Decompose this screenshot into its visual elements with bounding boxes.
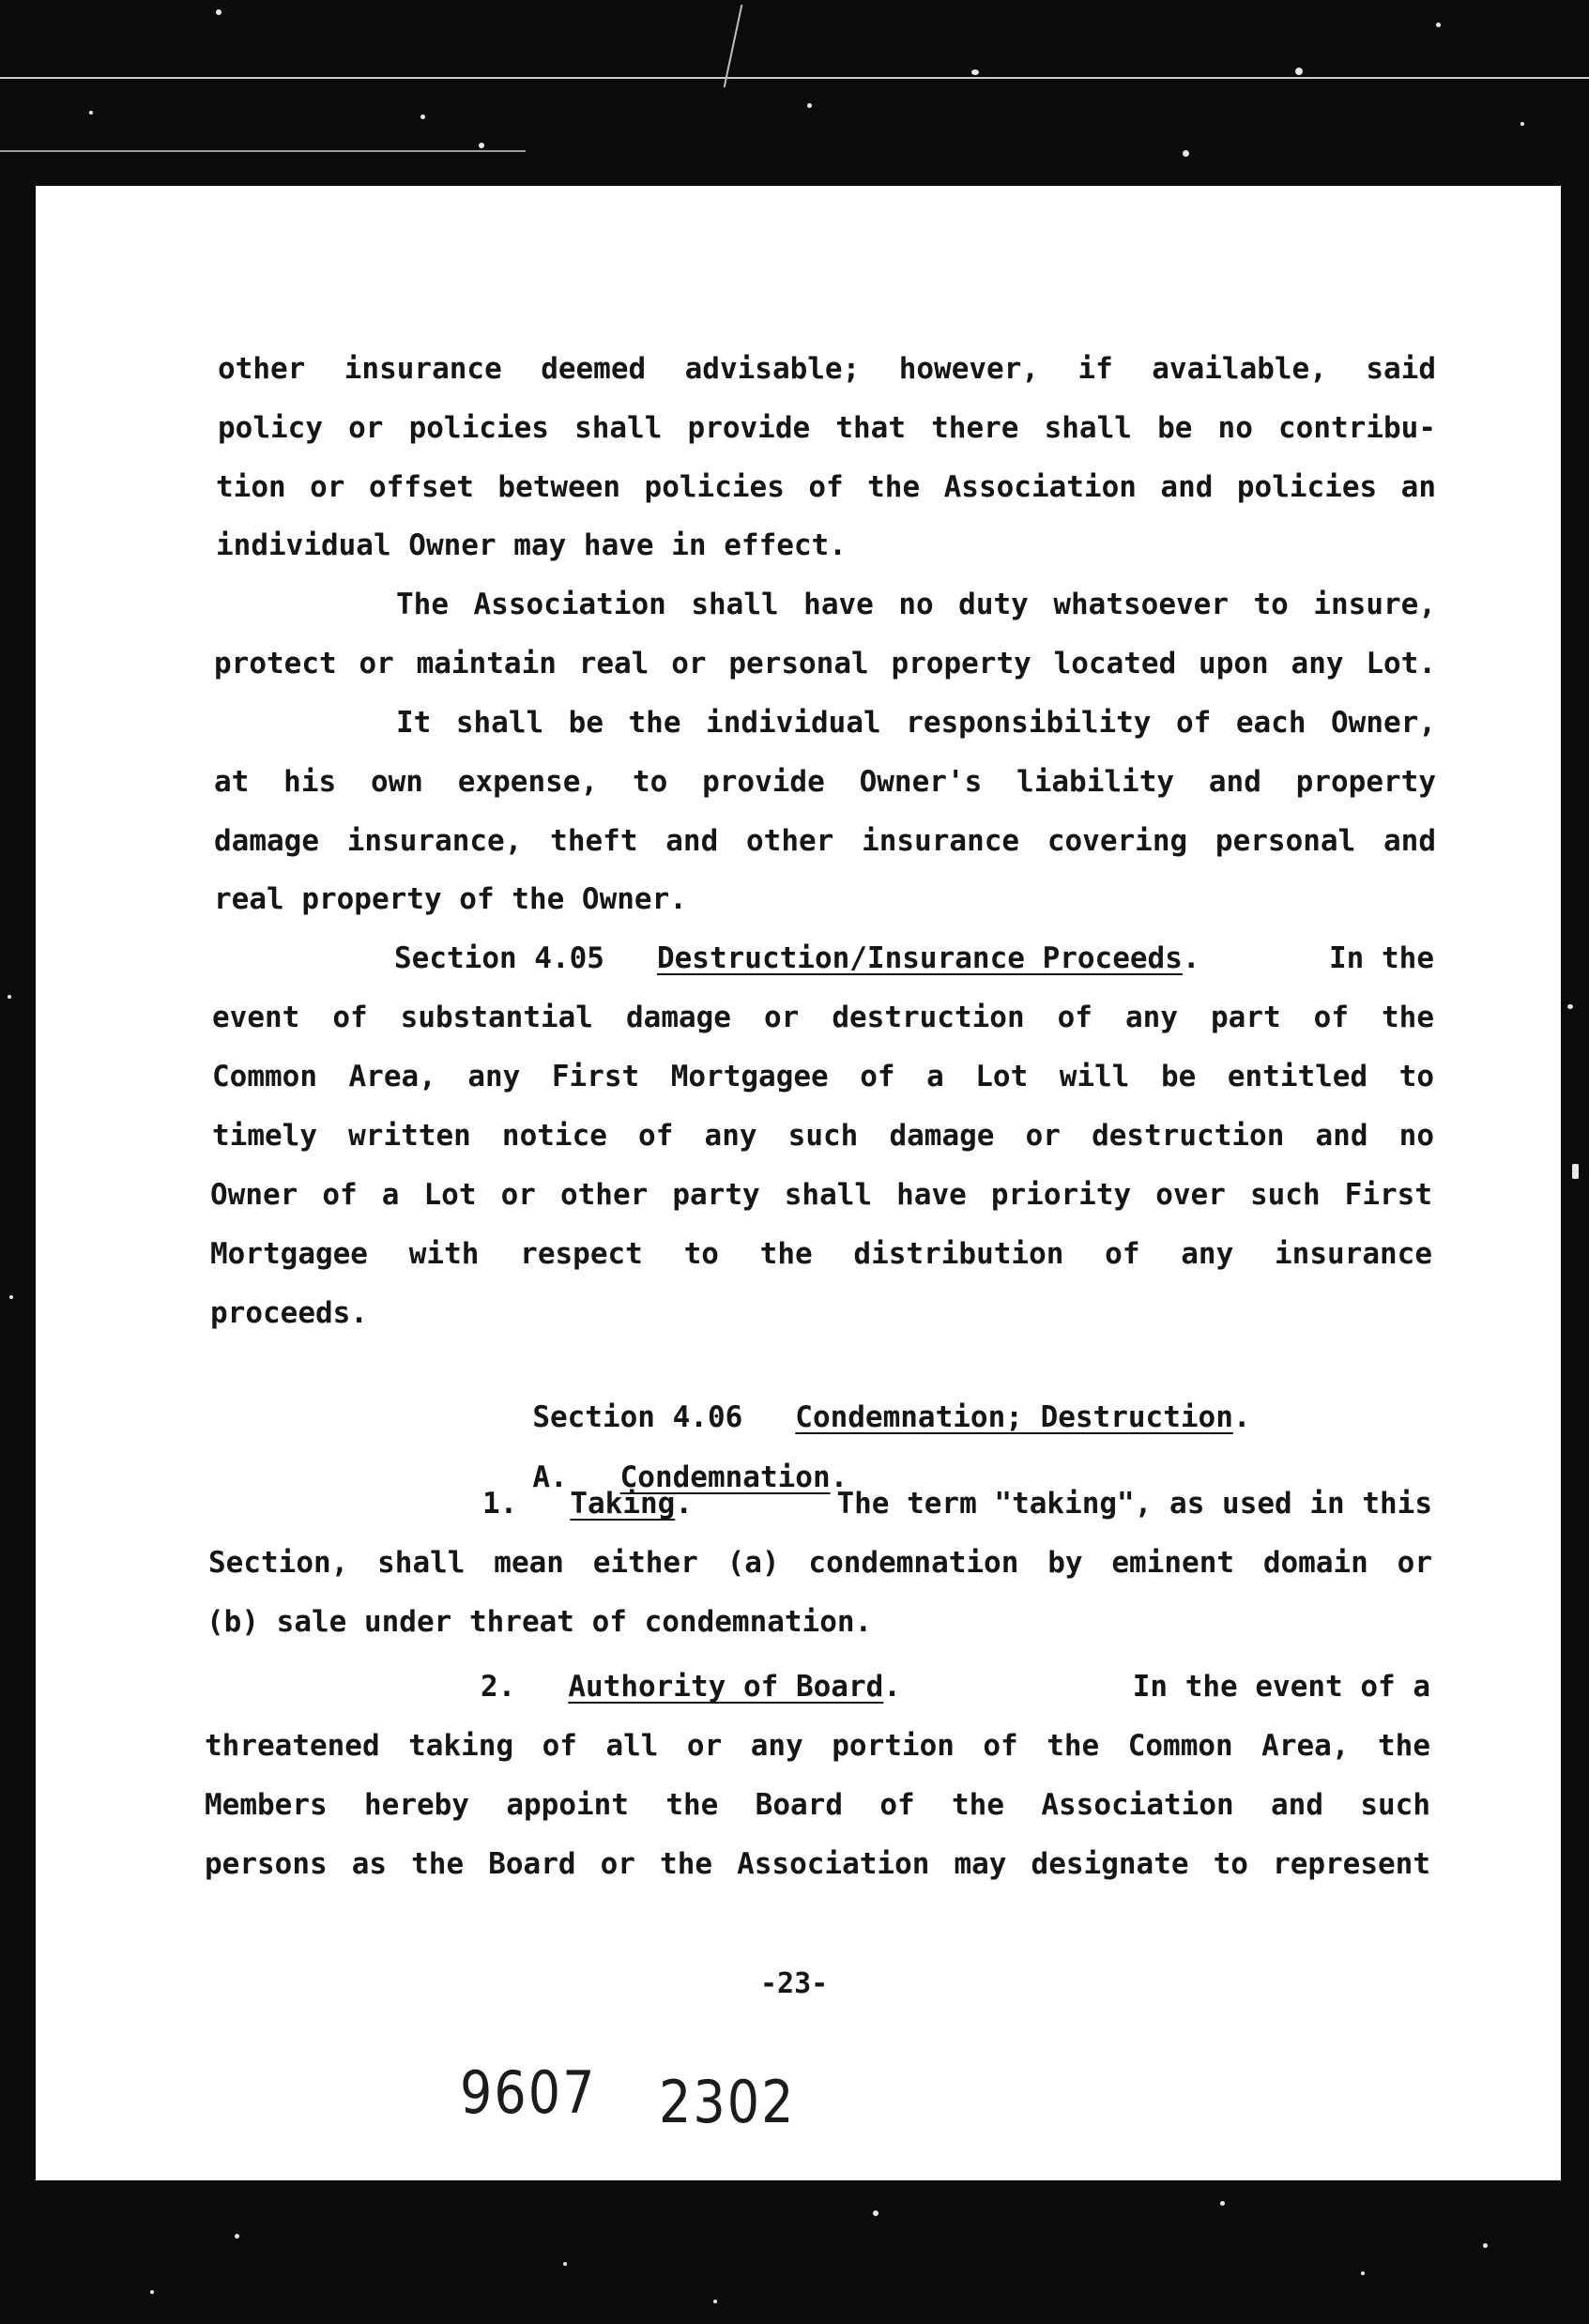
- scan-speck: [873, 2210, 879, 2216]
- spacer: [604, 941, 657, 975]
- scan-speck: [8, 995, 11, 999]
- body-line: proceeds.: [210, 1296, 368, 1330]
- body-line: damage insurance, theft and other insurance covering personal and: [214, 824, 1436, 858]
- page-number: -23-: [760, 1967, 829, 2000]
- stamp-number-left: 9607: [460, 2058, 597, 2127]
- body-line: (b) sale under threat of condemnation.: [206, 1605, 873, 1639]
- item-heading: [482, 1487, 1432, 1521]
- item-heading: [481, 1670, 1430, 1704]
- scan-speck: [479, 143, 484, 148]
- scan-speck: [1220, 2201, 1225, 2206]
- spacer: [517, 1487, 570, 1521]
- scan-speck: [1361, 2271, 1365, 2275]
- section-title-period: .: [1182, 941, 1200, 975]
- body-line: at his own expense, to provide Owner's liability and property: [214, 765, 1436, 799]
- scan-speck: [1295, 68, 1303, 75]
- scan-speck: [150, 2290, 154, 2294]
- body-line: tion or offset between policies of the Association and policies an: [216, 470, 1436, 504]
- scan-speck: [1183, 150, 1189, 157]
- scan-speck: [713, 2300, 717, 2303]
- body-line: Section, shall mean either (a) condemnation by eminent domain or: [208, 1546, 1432, 1580]
- body-line: protect or maintain real or personal property located upon any Lot.: [214, 647, 1436, 680]
- scan-speck: [1567, 1004, 1573, 1009]
- body-line: timely written notice of any such damage or destruction and no: [212, 1119, 1434, 1153]
- item-intro-tail: The term "taking", as used in this: [836, 1487, 1432, 1521]
- body-line: Owner of a Lot or other party shall have priority over such First: [210, 1178, 1432, 1212]
- scan-speck: [89, 111, 93, 115]
- body-line: Mortgagee with respect to the distribution of any insurance: [210, 1237, 1432, 1271]
- body-line: policy or policies shall provide that there shall be no contribu-: [218, 411, 1436, 445]
- section-label: Section 4.05: [394, 941, 604, 975]
- scan-speck: [1520, 122, 1524, 126]
- section-title: Condemnation; Destruction: [795, 1400, 1233, 1434]
- body-line: Members hereby appoint the Board of the Association and such: [205, 1788, 1430, 1822]
- scan-artifact-line: [0, 150, 526, 152]
- document-body: [36, 186, 1561, 2180]
- item-title: Authority of Board: [568, 1670, 884, 1704]
- body-line: threatened taking of all or any portion of the Common Area, the: [205, 1729, 1430, 1763]
- section-intro-tail: In the: [1329, 941, 1434, 975]
- scan-speck: [1436, 23, 1441, 27]
- subsection-title-period: .: [830, 1460, 848, 1494]
- item-label: 1.: [482, 1487, 518, 1521]
- paper-page: [36, 186, 1561, 2180]
- scan-speck: [971, 69, 979, 75]
- body-line: Common Area, any First Mortgagee of a Lot will be entitled to: [212, 1060, 1434, 1093]
- scan-speck: [9, 1295, 13, 1299]
- item-title: Taking: [570, 1487, 676, 1521]
- body-line: event of substantial damage or destruction of any part of the: [212, 1001, 1434, 1034]
- body-line: individual Owner may have in effect.: [216, 528, 847, 562]
- stamp-number-right: 2302: [659, 2068, 796, 2136]
- section-label: Section 4.06: [532, 1400, 743, 1434]
- scan-artifact-line: [724, 5, 743, 87]
- scan-speck: [1572, 1164, 1579, 1179]
- item-label: 2.: [481, 1670, 516, 1704]
- section-title-period: .: [1232, 1400, 1251, 1434]
- scan-speck: [235, 2234, 239, 2239]
- body-line: The Association shall have no duty whatsoever to insure,: [396, 588, 1436, 621]
- scan-artifact-line: [0, 77, 1589, 79]
- subsection-title: Condemnation: [619, 1460, 831, 1494]
- scan-speck: [216, 9, 222, 15]
- body-line: It shall be the individual responsibility of each Owner,: [396, 706, 1436, 740]
- spacer: [515, 1670, 568, 1704]
- section-title: Destruction/Insurance Proceeds: [656, 941, 1183, 975]
- section-heading: [394, 941, 1434, 975]
- item-intro-tail: In the event of a: [1132, 1670, 1430, 1704]
- subsection-label: A.: [532, 1460, 568, 1494]
- scan-speck: [807, 103, 812, 108]
- scan-speck: [1483, 2243, 1488, 2248]
- body-line: real property of the Owner.: [214, 882, 687, 916]
- scan-speck: [420, 115, 425, 119]
- body-line: other insurance deemed advisable; however, if available, said: [218, 352, 1436, 386]
- item-title-period: .: [675, 1487, 693, 1521]
- body-line: persons as the Board or the Association may designate to represent: [205, 1847, 1430, 1881]
- item-title-period: .: [883, 1670, 901, 1704]
- scan-speck: [563, 2262, 567, 2266]
